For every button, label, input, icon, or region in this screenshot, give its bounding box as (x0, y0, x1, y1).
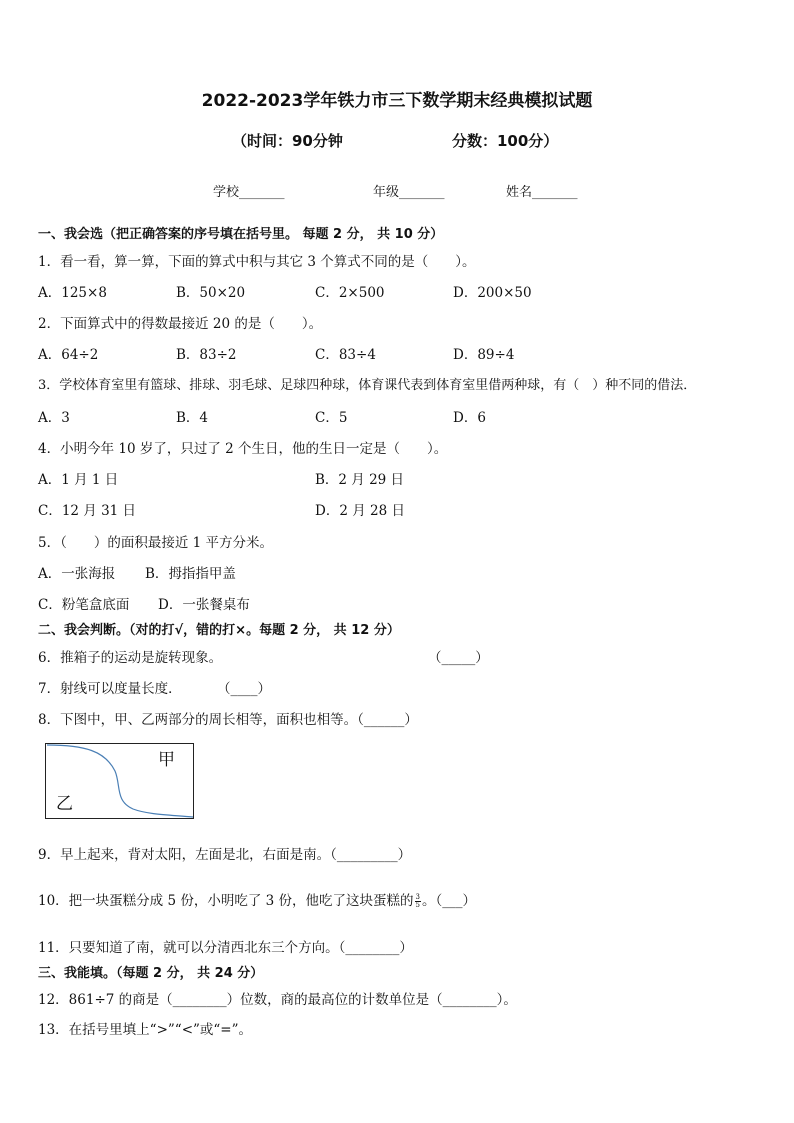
q3-option-c: C．5 (315, 410, 348, 426)
q1-option-b: B．50×20 (176, 285, 246, 301)
question-13: 13．在括号里填上“>”“<”或“=”。 (38, 1022, 253, 1038)
q1-option-a: A．125×8 (38, 285, 107, 301)
grade-blank: _______ (399, 185, 445, 200)
question-2: 2．下面算式中的得数最接近 20 的是（ ）。 (38, 316, 323, 332)
q5-option-a: A．一张海报 (38, 566, 116, 582)
question-5: 5．（ ）的面积最接近 1 平方分米。 (38, 535, 274, 551)
q4-option-a: A．1 月 1 日 (38, 472, 119, 488)
q10-answer-blank: 。（___） (422, 893, 476, 909)
q10-fraction-numerator: 3 (415, 893, 420, 901)
grade-label: 年级 (373, 185, 400, 200)
question-7: 7．射线可以度量长度． (38, 681, 182, 697)
name-field (506, 181, 578, 200)
q2-option-d: D．89÷4 (453, 347, 515, 363)
question-11: 11．只要知道了南，就可以分清西北东三个方向。（________） (38, 940, 413, 956)
q3-option-d: D．6 (453, 410, 486, 426)
q2-option-c: C．83÷4 (315, 347, 376, 363)
q4-option-b: B．2 月 29 日 (315, 472, 405, 488)
q7-answer-blank: （____） (217, 681, 271, 697)
question-3: 3．学校体育室里有篮球、排球、羽毛球、足球四种球，体育课代表到体育室里借两种球，有（ ）种不同的借法． (38, 378, 697, 393)
page-title: 2022-2023学年铁力市三下数学期末经典模拟试题 (201, 91, 593, 111)
q5-option-c: C．粉笔盒底面 (38, 597, 130, 613)
school-field (213, 181, 285, 200)
q8-figure (45, 743, 195, 819)
q5-option-b: B．拇指指甲盖 (145, 566, 236, 582)
section-2-heading: 二、我会判断。（对的打√，错的打×。每题 2 分， 共 12 分） (38, 623, 400, 638)
section-1-heading: 一、我会选（把正确答案的序号填在括号里。 每题 2 分， 共 10 分） (38, 227, 444, 242)
exam-score: 分数：100分） (452, 132, 559, 150)
q2-option-b: B．83÷2 (176, 347, 237, 363)
q1-option-d: D．200×50 (453, 285, 532, 301)
question-6: 6．推箱子的运动是旋转现象。 (38, 650, 223, 666)
figure-label-yi: 乙 (56, 794, 73, 814)
q10-fraction (415, 894, 421, 909)
q4-option-c: C．12 月 31 日 (38, 503, 137, 519)
grade-field (373, 181, 445, 200)
question-9: 9．早上起来，背对太阳，左面是北，右面是南。（_________） (38, 847, 412, 863)
q6-answer-blank: （_____） (428, 650, 489, 666)
q3-option-a: A．3 (38, 410, 70, 426)
question-12: 12．861÷7 的商是（________）位数，商的最高位的计数单位是（________）。 (38, 992, 517, 1008)
q10-fraction-denominator: 5 (415, 901, 420, 909)
figure-label-jia: 甲 (158, 750, 175, 770)
section-3-heading: 三、我能填。（每题 2 分， 共 24 分） (38, 966, 264, 981)
q3-option-b: B．4 (176, 410, 209, 426)
question-10 (38, 889, 476, 909)
q4-option-d: D．2 月 28 日 (315, 503, 405, 519)
question-8: 8．下图中，甲、乙两部分的周长相等，面积也相等。（______） (38, 712, 418, 728)
exam-time: （时间：90分钟 (232, 132, 343, 150)
q10-text: 10．把一块蛋糕分成 5 份，小明吃了 3 份，他吃了这块蛋糕的 (38, 893, 414, 909)
question-1: 1．看一看，算一算，下面的算式中积与其它 3 个算式不同的是（ ）。 (38, 254, 476, 270)
question-4: 4．小明今年 10 岁了，只过了 2 个生日，他的生日一定是（ ）。 (38, 441, 448, 457)
q1-option-c: C．2×500 (315, 285, 385, 301)
name-label: 姓名 (506, 185, 533, 200)
q5-option-d: D．一张餐桌布 (158, 597, 250, 613)
school-blank: _______ (239, 185, 285, 200)
q2-option-a: A．64÷2 (38, 347, 99, 363)
school-label: 学校 (213, 185, 240, 200)
name-blank: _______ (532, 185, 578, 200)
